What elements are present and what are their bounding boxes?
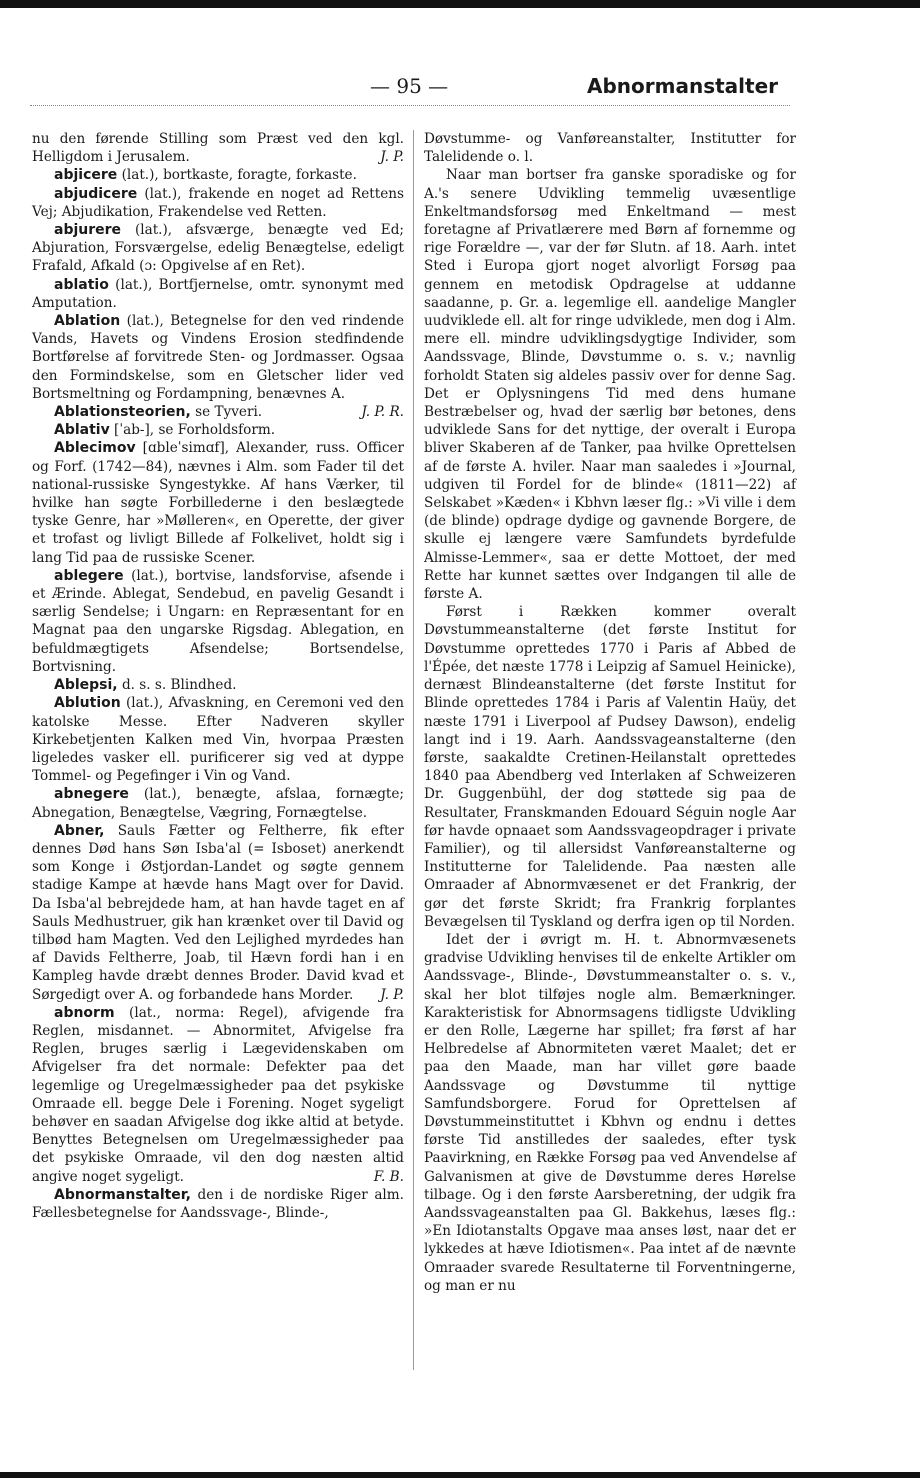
entry-paragraph: Ablation (lat.), Betegnelse for den ved rindende Vands, Havets og Vindens Erosion stedfindende Bortførelse af forvitrede Sten- og Jordmasser. Ogsaa den Formindskelse, som en Gletscher lider ved Bortsmeltning og Fordampning, benævnes A. J. P. R. (32, 313, 404, 421)
entry-paragraph: abnegere (lat.), benægte, afslaa, fornægte; Abnegation, Benægtelse, Vægring, Fornægtelse. (32, 786, 404, 821)
entry-paragraph: Ablativ [ˈab-], se Forholdsform. (54, 422, 276, 439)
right-column (424, 130, 796, 1295)
signature: J. P. (380, 149, 404, 166)
headword: Ablecimov (54, 440, 136, 457)
left-column (32, 130, 404, 1222)
entry-paragraph: abjurere (lat.), afsværge, benægte ved Ed; Abjuration, Forsværgelse, edelig Benægtelse, edeligt Frafald, Afkald (ɔ: Opgivelse af en Ret). (32, 222, 404, 275)
entry-paragraph: nu den førende Stilling som Præst ved den kgl. Helligdom i Jerusalem. J. P. (32, 131, 404, 166)
page-number: — 95 — (370, 74, 449, 98)
entry-paragraph: Abner, Sauls Fætter og Feltherre, fik efter dennes Død hans Søn Isba'al (= Isboset) anerkendt som Konge i Østjordan-Landet og søgte gennem stadige Kampe at hævde hans Magt over for David. Da Isba'al bebrejdede ham, at han havde taget en af Sauls Medhustruer, gik han krænket over til David og tilbød ham Magten. Ved den Lejlighed myrdedes han af Davids Feltherre, Joab, til Hævn fordi han i en Kampleg havde dræbt dennes Broder. David kvad et Sørgedigt over A. og forbandede hans Morder. J. P. (32, 822, 404, 1003)
headword: ablegere (54, 567, 124, 584)
headword: abjurere (54, 222, 122, 239)
column-divider (413, 130, 414, 1370)
entry-paragraph: Ablution (lat.), Afvaskning, en Ceremoni ved den katolske Messe. Efter Nadveren skyller Kirkebetjenten Kalken med Vin, hvorpaa Præsten ligeledes vasker ell. purificerer sig ved at dyppe Tommel- og Pegefinger i Vin og Vand. (32, 695, 404, 785)
entry-paragraph: Ablecimov [ɑbleˈsimɑf], Alexander, russ. Officer og Forf. (1742—84), nævnes i Alm. som Fader til det national-russiske Syngestykke. Af hans Værker, til hvilke han søgte Forbillederne i den beslægtede tyske Genre, har »Mølleren«, en Operette, der giver et trofast og livligt Billede af Folkelivet, holdt sig i lang Tid paa de russiske Scener. (32, 440, 404, 566)
headword: abjudicere (54, 185, 138, 202)
top-border (0, 0, 920, 8)
entry-paragraph: ablegere (lat.), bortvise, landsforvise, afsende i et Ærinde. Ablegat, Sendebud, en pavelig Gesandt i særlig Sendelse; i Ungarn: en Repræsentant for en Magnat paa den ungarske Rigsdag. Ablegation, en befuldmægtigets Afsendelse; Bortsendelse, Bortvisning. (32, 567, 404, 675)
running-head: Abnormanstalter (586, 74, 778, 98)
entry-paragraph: abjudicere (lat.), frakende en noget ad Rettens Vej; Abjudikation, Frakendelse ved Retten. (32, 185, 404, 220)
signature: F. B. (373, 1168, 404, 1185)
header-rule (30, 105, 790, 106)
signature: J. P. R. (361, 404, 404, 421)
headword: Ablativ (54, 422, 110, 439)
text-paragraph: Først i Rækken kommer overalt Døvstummeanstalterne (det første Institut for Døvstumme oprettedes 1770 i Paris af Abbed de l'Épée, det næste 1778 i Leipzig af Samuel Heinicke), dernæst Blindeanstalterne (det første Institut for Blinde oprettedes 1784 i Paris af Valentin Haüy, det næste 1791 i Liverpool af Pudsey Dawson), endelig langt ind i 19. Aarh. Aandssvageanstalterne (den første, saakaldte Cretinen-Heilanstalt oprettedes 1840 paa Abendberg ved Interlaken af Schweizeren Dr. Guggenbühl, der dog støttede sig paa de Resultater, Franskmanden Edouard Séguin nogle Aar før havde opnaaet som Aandssvageopdrager i private Familier), og til allersidst Vanføreanstalterne og Institutterne for Talelidende. Paa næsten alle Omraader af Abnormvæsenet er det Frankrig, der gør det første Skridt; fra Frankrig forplantes Bevægelsen til Tyskland og derfra igen op til Norden. (424, 604, 796, 930)
headword: Ablepsi, (54, 677, 118, 694)
headword: abnegere (54, 786, 129, 803)
headword: ablatio (54, 276, 109, 293)
headword: Ablationsteorien, (54, 404, 191, 421)
headword: Ablution (54, 695, 121, 712)
bottom-border (0, 1472, 920, 1478)
headword: Ablation (54, 313, 121, 330)
entry-paragraph: abjicere (lat.), bortkaste, foragte, forkaste. (54, 167, 357, 184)
entry-paragraph: Ablepsi, d. s. s. Blindhed. (54, 677, 237, 694)
entry-paragraph: abnorm (lat., norma: Regel), afvigende fra Reglen, misdannet. — Abnormitet, Afvigelse fra Reglen, bruges særlig i Lægevidenskaben om Afvigelser fra det normale: Defekter paa det legemlige og Uregelmæssigheder paa det psykiske Omraade ell. begge Dele i Forening. Noget sygeligt behøver en saadan Afvigelse dog ikke altid at betyde. Benyttes Betegnelsen om Uregelmæssigheder paa det psykiske Omraade, vil den dog næsten altid angive noget sygeligt. F. B. (32, 1004, 404, 1185)
page-header (30, 70, 790, 106)
headword: abjicere (54, 167, 118, 184)
entry-paragraph: ablatio (lat.), Bortfjernelse, omtr. synonymt med Amputation. (32, 276, 404, 311)
text-paragraph: Døvstumme- og Vanføreanstalter, Institutter for Talelidende o. l. (424, 131, 796, 166)
entry-paragraph: Abnormanstalter, den i de nordiske Riger alm. Fællesbetegnelse for Aandssvage-, Blinde-, (32, 1186, 404, 1221)
text-paragraph: Idet der i øvrigt m. H. t. Abnormvæsenets gradvise Udvikling henvises til de enkelte Artikler om Aandssvage-, Blinde-, Døvstummeanstalter o. s. v., skal her blot tilføjes nogle alm. Bemærkninger. Karakteristisk for Abnormsagens tidligste Udvikling er den Rolle, Lægerne har spillet; fra først af har Helbredelse af Abnormiteten været Maalet; det er paa den Maade, man har villet gøre baade Aandssvage og Døvstumme til nyttige Samfundsborgere. Forud for Oprettelsen af Døvstummeinstituttet i Kbhvn og endnu i dettes første Tid anstilledes der saaledes, efter tysk Paavirkning, en Række Forsøg paa ved Anvendelse af Galvanismen at give de Døvstumme deres Hørelse tilbage. Og i den første Aarsberetning, der udgik fra Aandssvageanstalten paa Gl. Bakkehus, læses flg.: »En Idiotanstalts Opgave maa anses løst, naar det er lykkedes at hæve Idiotismen«. Paa intet af de nævnte Omraader svarede Resultaterne til Forventningerne, og man er nu (424, 931, 796, 1294)
headword: abnorm (54, 1004, 115, 1021)
entry-paragraph: Ablationsteorien, se Tyveri. (54, 404, 263, 421)
headword: Abner, (54, 822, 105, 839)
signature: J. P. (380, 986, 404, 1003)
headword: Abnormanstalter, (54, 1186, 191, 1203)
text-paragraph: Naar man bortser fra ganske sporadiske og for A.'s senere Udvikling temmelig uvæsentlige Enkeltmandsforsøg med Enkeltmand — mest foretagne af Privatlærere med Børn af fornemme og rige Forældre —, var der før Slutn. af 18. Aarh. intet Sted i Europa gjort noget alvorligt Forsøg paa gennem en metodisk Opdragelse at uddanne saadanne, p. Gr. a. legemlige ell. aandelige Mangler uudviklede ell. alt for ringe udviklede, men dog i Alm. mere ell. mindre udviklingsdygtige Individer, som Aandssvage, Blinde, Døvstumme o. s. v.; navnlig forholdt Staten sig aldeles passiv over for denne Sag. Det er Oplysningens Tid med dens humane Bestræbelser og, hvad der særlig bør betones, dens udviklede Sans for det nyttige, der overalt i Europa bliver Skaberen af de Tanker, paa hvilke Oprettelsen af de første A. hviler. Naar man saaledes i »Journal, udgiven til Fordel for de blinde« (1811—22) af Selskabet »Kæden« i Kbhvn læser flg.: »Vi ville i dem (de blinde) opdrage dydige og gavnende Borgere, de skulle ej længere være Samfundets byrdefulde Almisse-Lemmer«, saa er dette Mottoet, der med Rette har kunnet sættes over Indgangen til alle de første A. (424, 167, 796, 603)
